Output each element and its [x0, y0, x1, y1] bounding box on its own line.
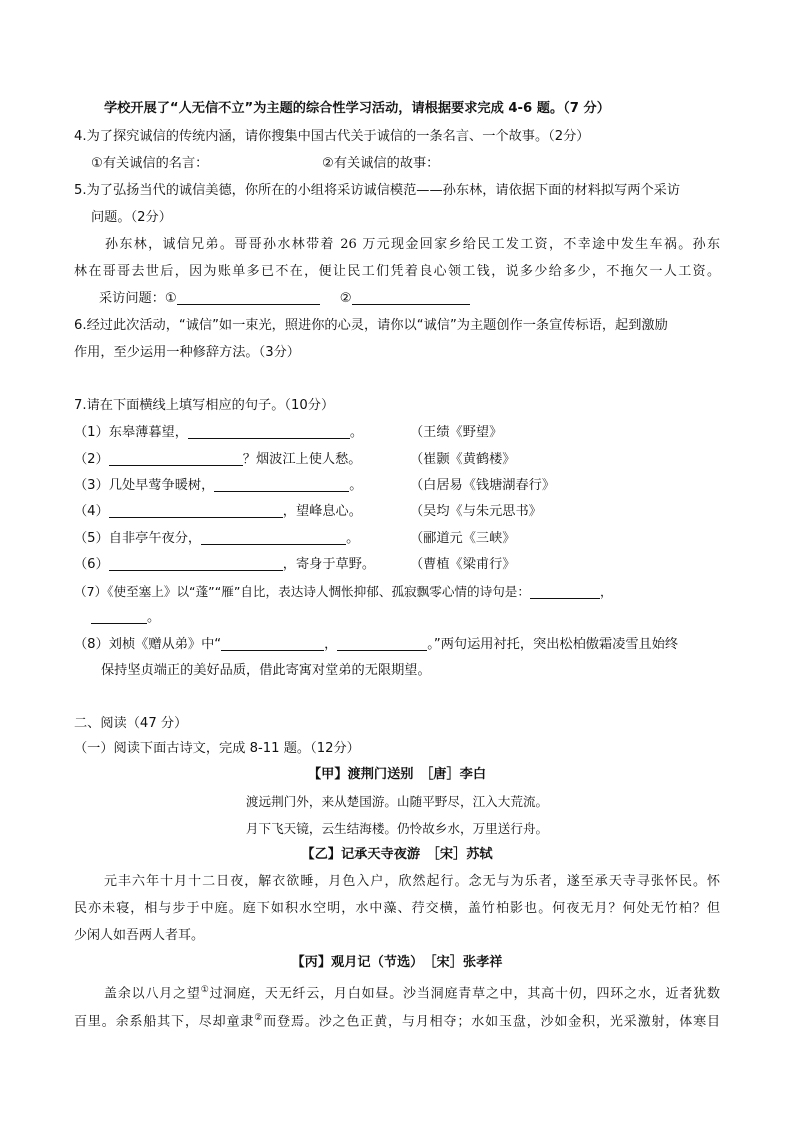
question-5-stem: 5.为了弘扬当代的诚信美德，你所在的小组将采访诚信模范——孙东林，请依据下面的材料拟写两个采访: [74, 183, 681, 198]
q7-item-7-blank-1[interactable]: [530, 584, 600, 599]
q7-item-8-text: （8）刘桢《赠从弟》中“: [74, 637, 222, 652]
q7-item-4-tail: ，望峰息心。: [282, 504, 362, 519]
q7-item-5: [74, 530, 359, 548]
q7-item-3: [74, 477, 362, 495]
q7-item-1-text: （1）东皋薄暮望，: [74, 425, 188, 440]
interview-num-2: ②: [339, 291, 352, 306]
question-5-material-cont: 林在哥哥去世后，因为账单多已不在，便让民工们凭着良心领工钱，说多少给多少，不拖欠一人工资。: [74, 264, 720, 279]
essay-bing-line-2a: 百里。余系船其下，尽却童隶: [74, 1014, 255, 1030]
essay-yi-title: 【乙】记承天寺夜游 ［宋］苏轼: [301, 847, 493, 862]
section-intro: 学校开展了“人无信不立”为主题的综合性学习活动，请根据要求完成 4-6 题。（7 分）: [104, 101, 610, 116]
q7-item-6: [74, 556, 375, 574]
section-2-subtitle: （一）阅读下面古诗文，完成 8-11 题。（12分）: [74, 741, 360, 756]
q7-item-7: [74, 583, 613, 601]
q7-item-6-text: （6）: [74, 557, 109, 572]
essay-yi-line-3: 少闲人如吾两人者耳。: [74, 928, 205, 943]
q7-item-3-text: （3）几处早莺争暖树，: [74, 478, 215, 493]
interview-label: 采访问题：①: [99, 291, 177, 306]
q7-item-6-blank[interactable]: [109, 556, 283, 571]
question-4-option-2: ②有关诚信的故事：: [322, 156, 440, 171]
q7-item-2: [74, 451, 361, 469]
question-6-stem: 6.经过此次活动，“诚信”如一束光，照进你的心灵，请你以“诚信”为主题创作一条宣传标语，起到激励: [74, 318, 668, 333]
essay-yi-line-2: 民亦未寝，相与步于中庭。庭下如积水空明，水中藻、荇交横，盖竹柏影也。何夜无月？何处无竹柏？但: [74, 901, 720, 916]
essay-bing-line-1: [104, 981, 720, 1003]
essay-bing-line-2b: 而登焉。沙之色正黄，与月相夺；水如玉盘，沙如金积，光采激射，体寒目: [263, 1014, 720, 1030]
question-5-interview: [99, 290, 470, 308]
footnote-marker-2: ②: [254, 1013, 264, 1023]
q7-item-5-source: （郦道元《三峡》: [410, 531, 516, 546]
q7-item-7-cont: [91, 609, 160, 627]
q7-item-1-tail: 。: [349, 425, 364, 440]
q7-item-1-source: （王绩《野望》: [410, 425, 503, 440]
q7-item-5-tail: 。: [346, 531, 360, 546]
question-4-stem: 4.为了探究诚信的传统内涵，请你搜集中国古代关于诚信的一条名言、一个故事。（2分）: [74, 129, 590, 144]
question-7-stem: 7.请在下面横线上填写相应的句子。（10分）: [74, 398, 335, 413]
q7-item-6-source: （曹植《梁甫行》: [410, 557, 516, 572]
q7-item-8-blank-1[interactable]: [221, 636, 324, 651]
q7-item-2-tail: ？烟波江上使人愁。: [242, 452, 362, 467]
poem-jia-line-1: 渡远荆门外，来从楚国游。山随平野尽，江入大荒流。: [245, 794, 549, 809]
q7-item-1: [74, 424, 363, 442]
q7-item-2-source: （崔颢《黄鹤楼》: [410, 452, 516, 467]
q7-item-7-comma: ，: [600, 584, 613, 599]
q7-item-3-blank[interactable]: [214, 477, 349, 492]
poem-jia-title: 【甲】渡荆门送别 ［唐］李白: [307, 767, 487, 782]
q7-item-4: [74, 503, 362, 521]
q7-item-3-tail: 。: [349, 478, 363, 493]
q7-item-8: [74, 636, 678, 654]
question-6-stem-cont: 作用，至少运用一种修辞方法。（3分）: [74, 345, 300, 360]
question-5-stem-cont: 问题。（2分）: [91, 210, 172, 225]
q7-item-4-source: （吴均《与朱元思书》: [410, 504, 542, 519]
question-4-option-1: ①有关诚信的名言：: [91, 156, 209, 171]
q7-item-8-comma: ，: [324, 637, 338, 652]
q7-item-3-source: （白居易《钱塘湖春行》: [410, 478, 556, 493]
q7-item-7-end: 。: [147, 610, 161, 625]
poem-jia-line-2: 月下飞天镜，云生结海楼。仍怜故乡水，万里送行舟。: [245, 821, 549, 836]
essay-bing-line-1b: 过洞庭，天无纤云，月白如昼。沙当洞庭青草之中，其高十仞，四环之水，近者犹数: [209, 986, 720, 1002]
q7-item-4-blank[interactable]: [109, 503, 283, 518]
interview-blank-1[interactable]: [177, 290, 320, 305]
q7-item-8-blank-2[interactable]: [337, 636, 427, 651]
q7-item-5-text: （5）自非亭午夜分，: [74, 531, 202, 546]
q7-item-6-tail: ，寄身于草野。: [282, 557, 376, 572]
section-2-title: 二、阅读（47 分）: [74, 716, 188, 731]
q7-item-5-blank[interactable]: [201, 530, 346, 545]
q7-item-4-text: （4）: [74, 504, 109, 519]
q7-item-1-blank[interactable]: [188, 424, 350, 439]
footnote-marker-1: ①: [200, 985, 210, 995]
essay-bing-line-2: [74, 1009, 720, 1031]
question-5-material: 孙东林，诚信兄弟。哥哥孙水林带着 26 万元现金回家乡给民工发工资，不幸途中发生车祸。孙东: [105, 237, 720, 252]
essay-yi-line-1: 元丰六年十月十二日夜，解衣欲睡，月色入户，欣然起行。念无与为乐者，遂至承天寺寻张怀民。怀: [104, 874, 720, 889]
essay-bing-title: 【丙】观月记（节选） ［宋］张孝祥: [291, 955, 503, 970]
interview-blank-2[interactable]: [352, 290, 470, 305]
essay-bing-line-1a: 盖余以八月之望: [104, 986, 201, 1002]
q7-item-7-text: （7）《使至塞上》以“蓬”“雁”自比，表达诗人惆怅抑郁、孤寂飘零心情的诗句是：: [74, 584, 530, 599]
q7-item-8-tail: 。”两句运用衬托，突出松柏傲霜凌雪且始终: [427, 637, 679, 652]
q7-item-2-blank[interactable]: [109, 451, 243, 466]
q7-item-8-cont: 保持坚贞端正的美好品质，借此寄寓对堂弟的无限期望。: [101, 663, 431, 678]
q7-item-2-text: （2）: [74, 452, 109, 467]
q7-item-7-blank-2[interactable]: [91, 609, 147, 624]
